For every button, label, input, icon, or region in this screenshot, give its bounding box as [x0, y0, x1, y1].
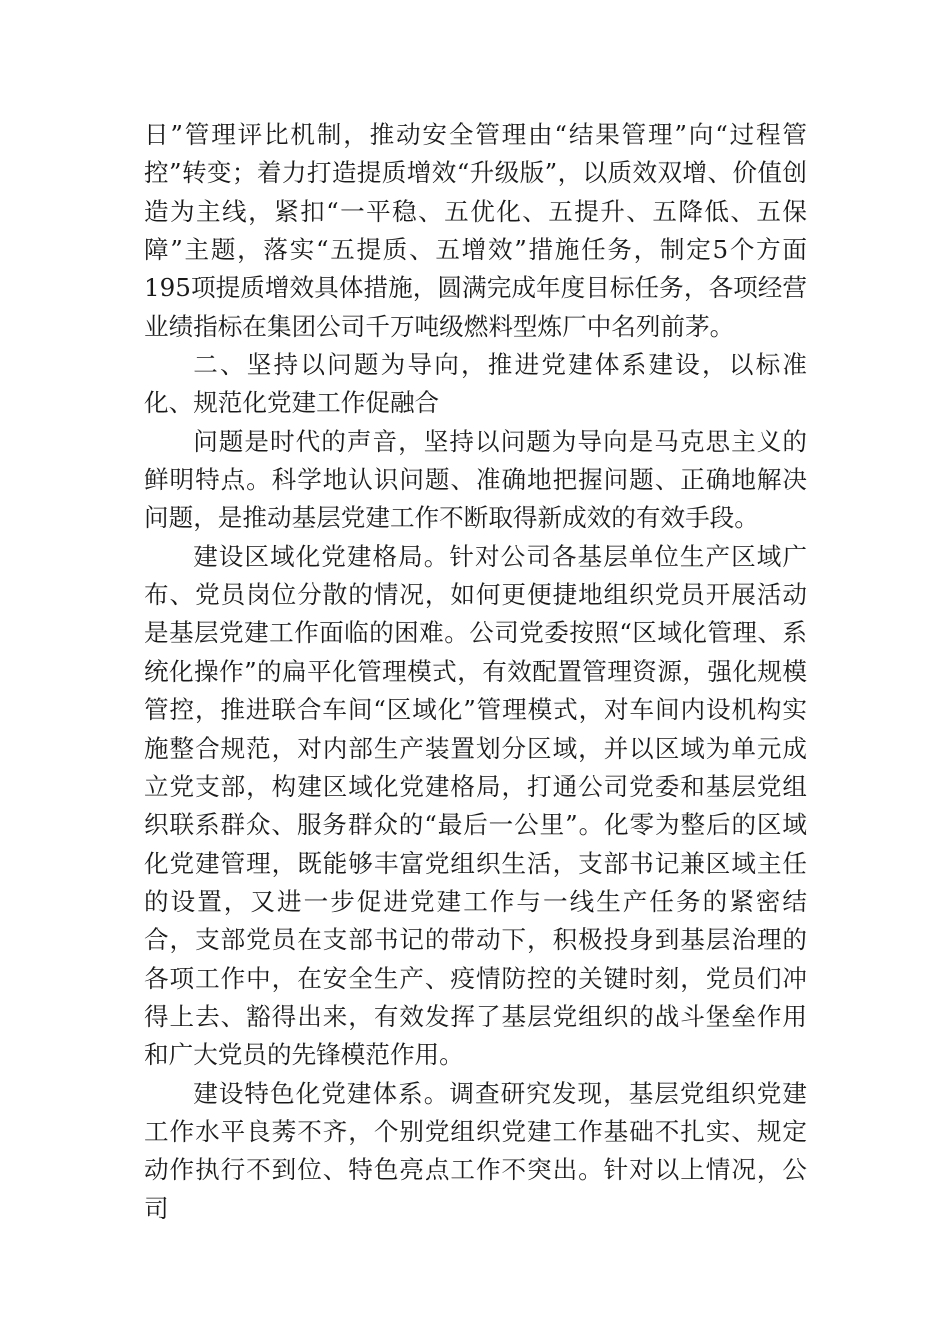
document-body [144, 116, 807, 1228]
paragraph: 问题是时代的声音，坚持以问题为导向是马克思主义的鲜明特点。科学地认识问题、准确地把握问题、正确地解决问题，是推动基层党建工作不断取得新成效的有效手段。 [144, 426, 807, 533]
paragraph: 建设区域化党建格局。针对公司各基层单位生产区域广布、党员岗位分散的情况，如何更便捷地组织党员开展活动是基层党建工作面临的困难。公司党委按照“区域化管理、系统化操作”的扁平化管理模式，有效配置管理资源，强化规模管控，推进联合车间“区域化”管理模式，对车间内设机构实施整合规范，对内部生产装置划分区域，并以区域为单元成立党支部，构建区域化党建格局，打通公司党委和基层党组织联系群众、服务群众的“最后一公里”。化零为整后的区域化党建管理，既能够丰富党组织生活，支部书记兼区域主任的设置，又进一步促进党建工作与一线生产任务的紧密结合，支部党员在支部书记的带动下，积极投身到基层治理的各项工作中，在安全生产、疫情防控的关键时刻，党员们冲得上去、豁得出来，有效发挥了基层党组织的战斗堡垒作用和广大党员的先锋模范作用。 [144, 541, 807, 1070]
paragraph: 建设特色化党建体系。调查研究发现，基层党组织党建工作水平良莠不齐，个别党组织党建工作基础不扎实、规定动作执行不到位、特色亮点工作不突出。针对以上情况，公司 [144, 1078, 807, 1223]
section-heading: 二、坚持以问题为导向，推进党建体系建设，以标准化、规范化党建工作促融合 [144, 350, 807, 418]
paragraph-continued: 日”管理评比机制，推动安全管理由“结果管理”向“过程管控”转变；着力打造提质增效“升级版”，以质效双增、价值创造为主线，紧扣“一平稳、五优化、五提升、五降低、五保障”主题，落实“五提质、五增效”措施任务，制定5个方面195项提质增效具体措施，圆满完成年度目标任务，各项经营业绩指标在集团公司千万吨级燃料型炼厂中名列前茅。 [144, 120, 807, 341]
